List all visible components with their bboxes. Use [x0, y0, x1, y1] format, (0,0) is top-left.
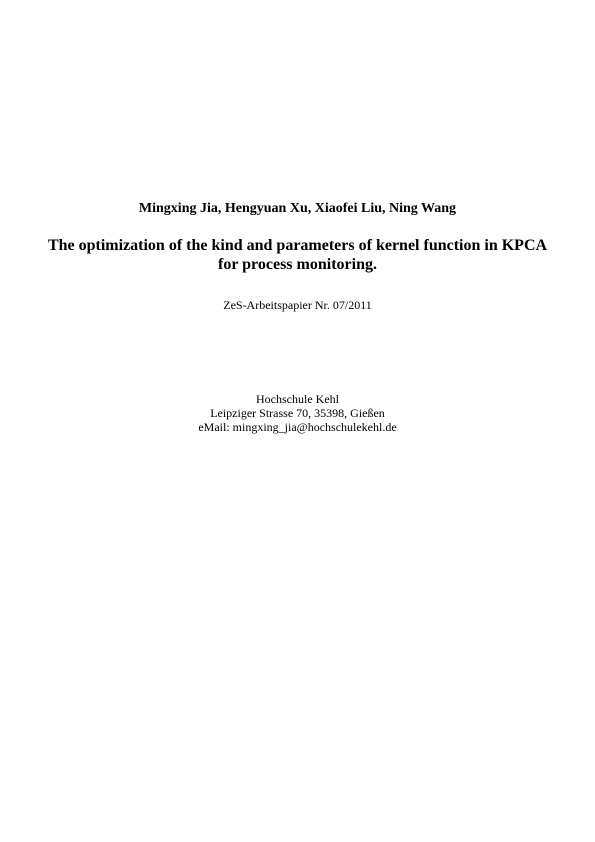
- paper-title: [0, 236, 595, 274]
- working-paper-number: ZeS-Arbeitspapier Nr. 07/2011: [223, 298, 372, 312]
- paper-title-line-2: for process monitoring.: [218, 256, 377, 273]
- author-list: Mingxing Jia, Hengyuan Xu, Xiaofei Liu, Ning Wang: [138, 201, 457, 216]
- paper-title-line-1: The optimization of the kind and parameters of kernel function in KPCA: [47, 237, 548, 254]
- email-address: eMail: mingxing_jia@hochschulekehl.de: [198, 420, 397, 434]
- institution-name: Hochschule Kehl: [256, 392, 339, 406]
- address-block: [0, 392, 595, 434]
- street-address: Leipziger Strasse 70, 35398, Gießen: [210, 406, 385, 420]
